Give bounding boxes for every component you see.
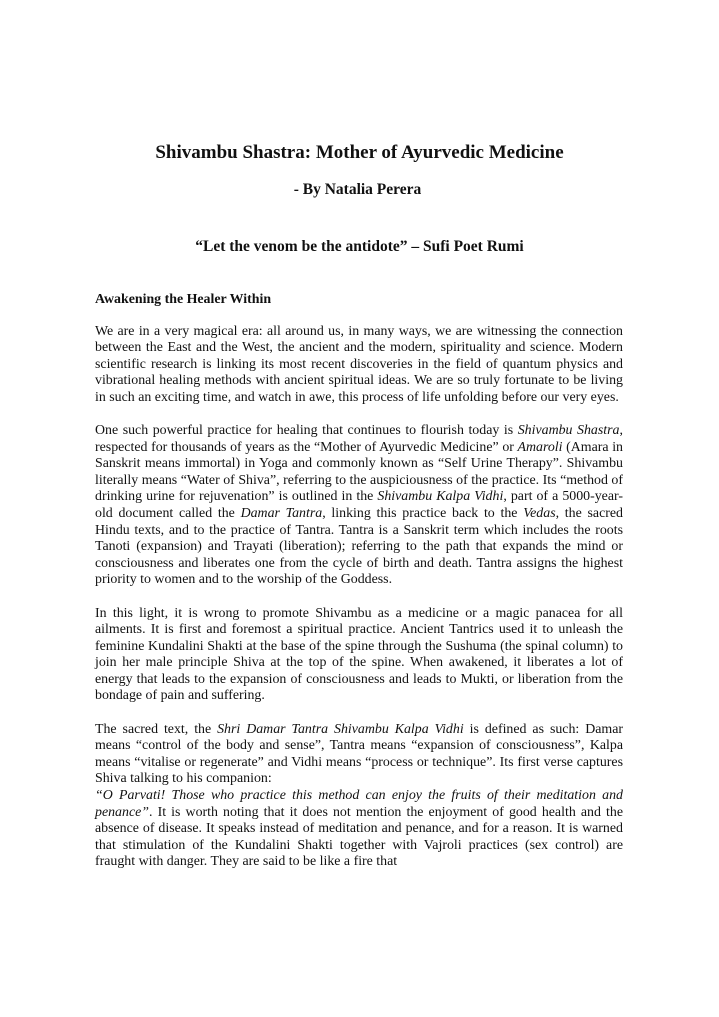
- paragraph-2-text-k: , the sacred Hindu texts, and to the practice of Tantra. Tantra is a Sanskrit term which includes the roots Tanoti (expansion) and Trayati (liberation); referring to the path that expands the mind or consciousness and liberates one from the cycle of birth and death. Tantra assigns the highest priority to women and to the worship of the Goddess.: [95, 506, 623, 588]
- epigraph: “Let the venom be the antidote” – Sufi Poet Rumi: [195, 238, 524, 255]
- document-body: [95, 292, 623, 871]
- paragraph-4: [95, 722, 623, 788]
- paragraph-4-text-c: is defined as such: Damar means “control of the body and sense”, Tantra means “expansion of consciousness”, Kalpa means “vitalise or regenerate” and Vidhi means “process or technique”. Its first verse captures Shiva talking to his companion:: [95, 721, 623, 787]
- author-text: - By Natalia Perera: [293, 181, 422, 198]
- paragraph-2-text-i: , linking this practice back to the: [322, 506, 524, 522]
- document-title: Shivambu Shastra: Mother of Ayurvedic Medicine: [155, 142, 564, 163]
- paragraph-2-text-g: , part of a 5000-year-old document called the: [95, 489, 623, 522]
- paragraph-2-italic-d: Amaroli: [517, 439, 563, 455]
- section-heading: Awakening the Healer Within: [95, 292, 272, 307]
- paragraph-4-italic-b: Shri Damar Tantra Shivambu Kalpa Vidhi: [217, 721, 464, 737]
- paragraph-5: [95, 788, 623, 871]
- paragraph-2-text-a: One such powerful practice for healing that continues to flourish today is: [95, 423, 518, 439]
- paragraph-3: In this light, it is wrong to promote Shivambu as a medicine or a magic panacea for all ailments. It is first and foremost a spiritual practice. Ancient Tantrics used it to unleash the feminine Kundalini Shakti at the base of the spine through the Sushuma (the spinal column) to join her male principle Shiva at the top of the spine. When awakened, it liberates a lot of energy that leads to the expansion of consciousness and leads to Mukti, or liberation from the bondage of pain and suffering.: [95, 605, 623, 704]
- paragraph-2-italic-b: Shivambu Shastra: [517, 423, 620, 439]
- paragraph-2-italic-j: Vedas: [523, 506, 556, 522]
- paragraph-2-italic-f: Shivambu Kalpa Vidhi: [377, 489, 504, 505]
- paragraph-2-text-e: (Amara in Sanskrit means immortal) in Yoga and commonly known as “Self Urine Therapy”. Shivambu literally means “Water of Shiva”, referring to the auspiciousness of the practice. Its “method of drinking urine for rejuvenation” is outlined in the: [95, 439, 624, 505]
- paragraph-2-italic-h: Damar Tantra: [240, 506, 323, 522]
- author-line: [0, 180, 719, 200]
- paragraph-1: We are in a very magical era: all around us, in many ways, we are witnessing the connection between the East and the West, the ancient and the modern, spirituality and science. Modern scientific research is linking its most recent discoveries in the field of quantum physics and vibrational healing methods with ancient spiritual ideas. We are so truly fortunate to be living in such an exciting time, and watch in awe, this process of life unfolding before our very eyes.: [95, 323, 623, 405]
- paragraph-2: [95, 423, 623, 589]
- paragraph-5-text-b: . It is worth noting that it does not mention the enjoyment of good health and the absence of disease. It speaks instead of meditation and penance, and for a reason. It is warned that stimulation of the Kundalini Shakti together with Vajroli practices (sex control) are fraught with danger. They are said to be like a fire that: [95, 804, 623, 870]
- paragraph-4-text-a: The sacred text, the: [95, 721, 218, 737]
- paragraph-5-italic-quote: “O Parvati! Those who practice this method can enjoy the fruits of their meditation and penance”: [95, 787, 623, 820]
- paragraph-2-text-c: , respected for thousands of years as the “Mother of Ayurvedic Medicine” or: [95, 423, 623, 455]
